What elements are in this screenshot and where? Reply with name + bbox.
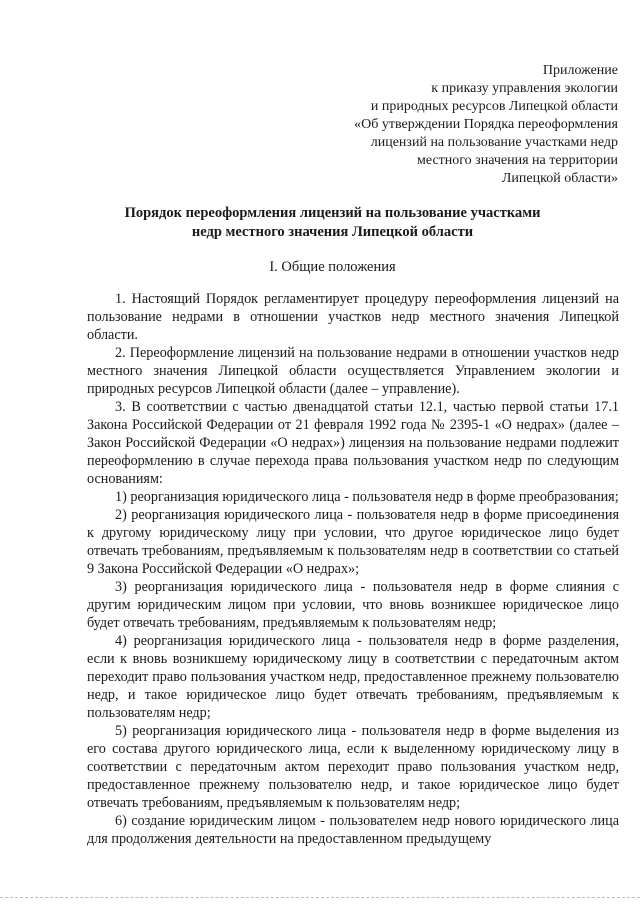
document-body [87,290,619,848]
title-line: недр местного значения Липецкой области [191,224,474,240]
list-item: 6) создание юридическим лицом - пользователем недр нового юридического лица для продолжения деятельности на предоставленном предыдущему [87,813,619,847]
list-item: 2) реорганизация юридического лица - пользователя недр в форме присоединения к другому юридическому лицу при условии, что другое юридическое лицо будет отвечать требованиям, предъявляемым к пользователям недр в соответствии со статьей 9 Закона Российской Федерации «О недрах»; [87,507,619,577]
list-item: 3) реорганизация юридического лица - пользователя недр в форме слияния с другим юридическим лицом при условии, что вновь возникшее юридическое лицо будет отвечать требованиям, предъявляемым к пользователям недр; [87,579,619,631]
list-item: 5) реорганизация юридического лица - пользователя недр в форме выделения из его состава другого юридического лица, если к выделенному юридическому лицу в соответствии с передаточным актом переходит право пользования участком недр, предоставленное прежнему пользователю недр, и такое юридическое лицо будет отвечать требованиям, предъявляемым к пользователям недр; [87,723,619,811]
appendix-line: Приложение [542,63,618,78]
paragraph: 1. Настоящий Порядок регламентирует процедуру переоформления лицензий на пользование недрами в отношении участков недр местного значения Липецкой области. [87,291,619,343]
section-heading: I. Общие положения [269,259,396,275]
title-line: Порядок переоформления лицензий на пользование участками [124,205,541,221]
document-title [60,204,605,242]
paragraph: 3. В соответствии с частью двенадцатой статьи 12.1, частью первой статьи 17.1 Закона Российской Федерации от 21 февраля 1992 года № 2395-1 «О недрах» (далее – Закон Российской Федерации «О недрах») лицензия на пользование недрами подлежит переоформлению в случае перехода права пользования участком недр по следующим основаниям: [87,399,619,487]
page-edge-divider [0,897,640,898]
appendix-block [278,62,618,188]
appendix-line: местного значения на территории [417,153,618,168]
appendix-line: к приказу управления экологии [431,81,618,96]
list-item: 4) реорганизация юридического лица - пользователя недр в форме разделения, если к вновь возникшему юридическому лицу в соответствии с передаточным актом переходит право пользования участком недр, предоставленное прежнему пользователю недр, и такое юридическое лицо будет отвечать требованиям, предъявляемым к пользователям недр; [87,633,619,721]
appendix-line: и природных ресурсов Липецкой области [370,99,618,114]
list-item: 1) реорганизация юридического лица - пользователя недр в форме преобразования; [115,489,619,505]
appendix-line: «Об утверждении Порядка переоформления [354,117,618,132]
appendix-line: лицензий на пользование участками недр [370,135,618,150]
appendix-line: Липецкой области» [501,171,618,186]
paragraph: 2. Переоформление лицензий на пользование недрами в отношении участков недр местного значения Липецкой области осуществляется Управлением экологии и природных ресурсов Липецкой области (далее – управление). [87,345,619,397]
